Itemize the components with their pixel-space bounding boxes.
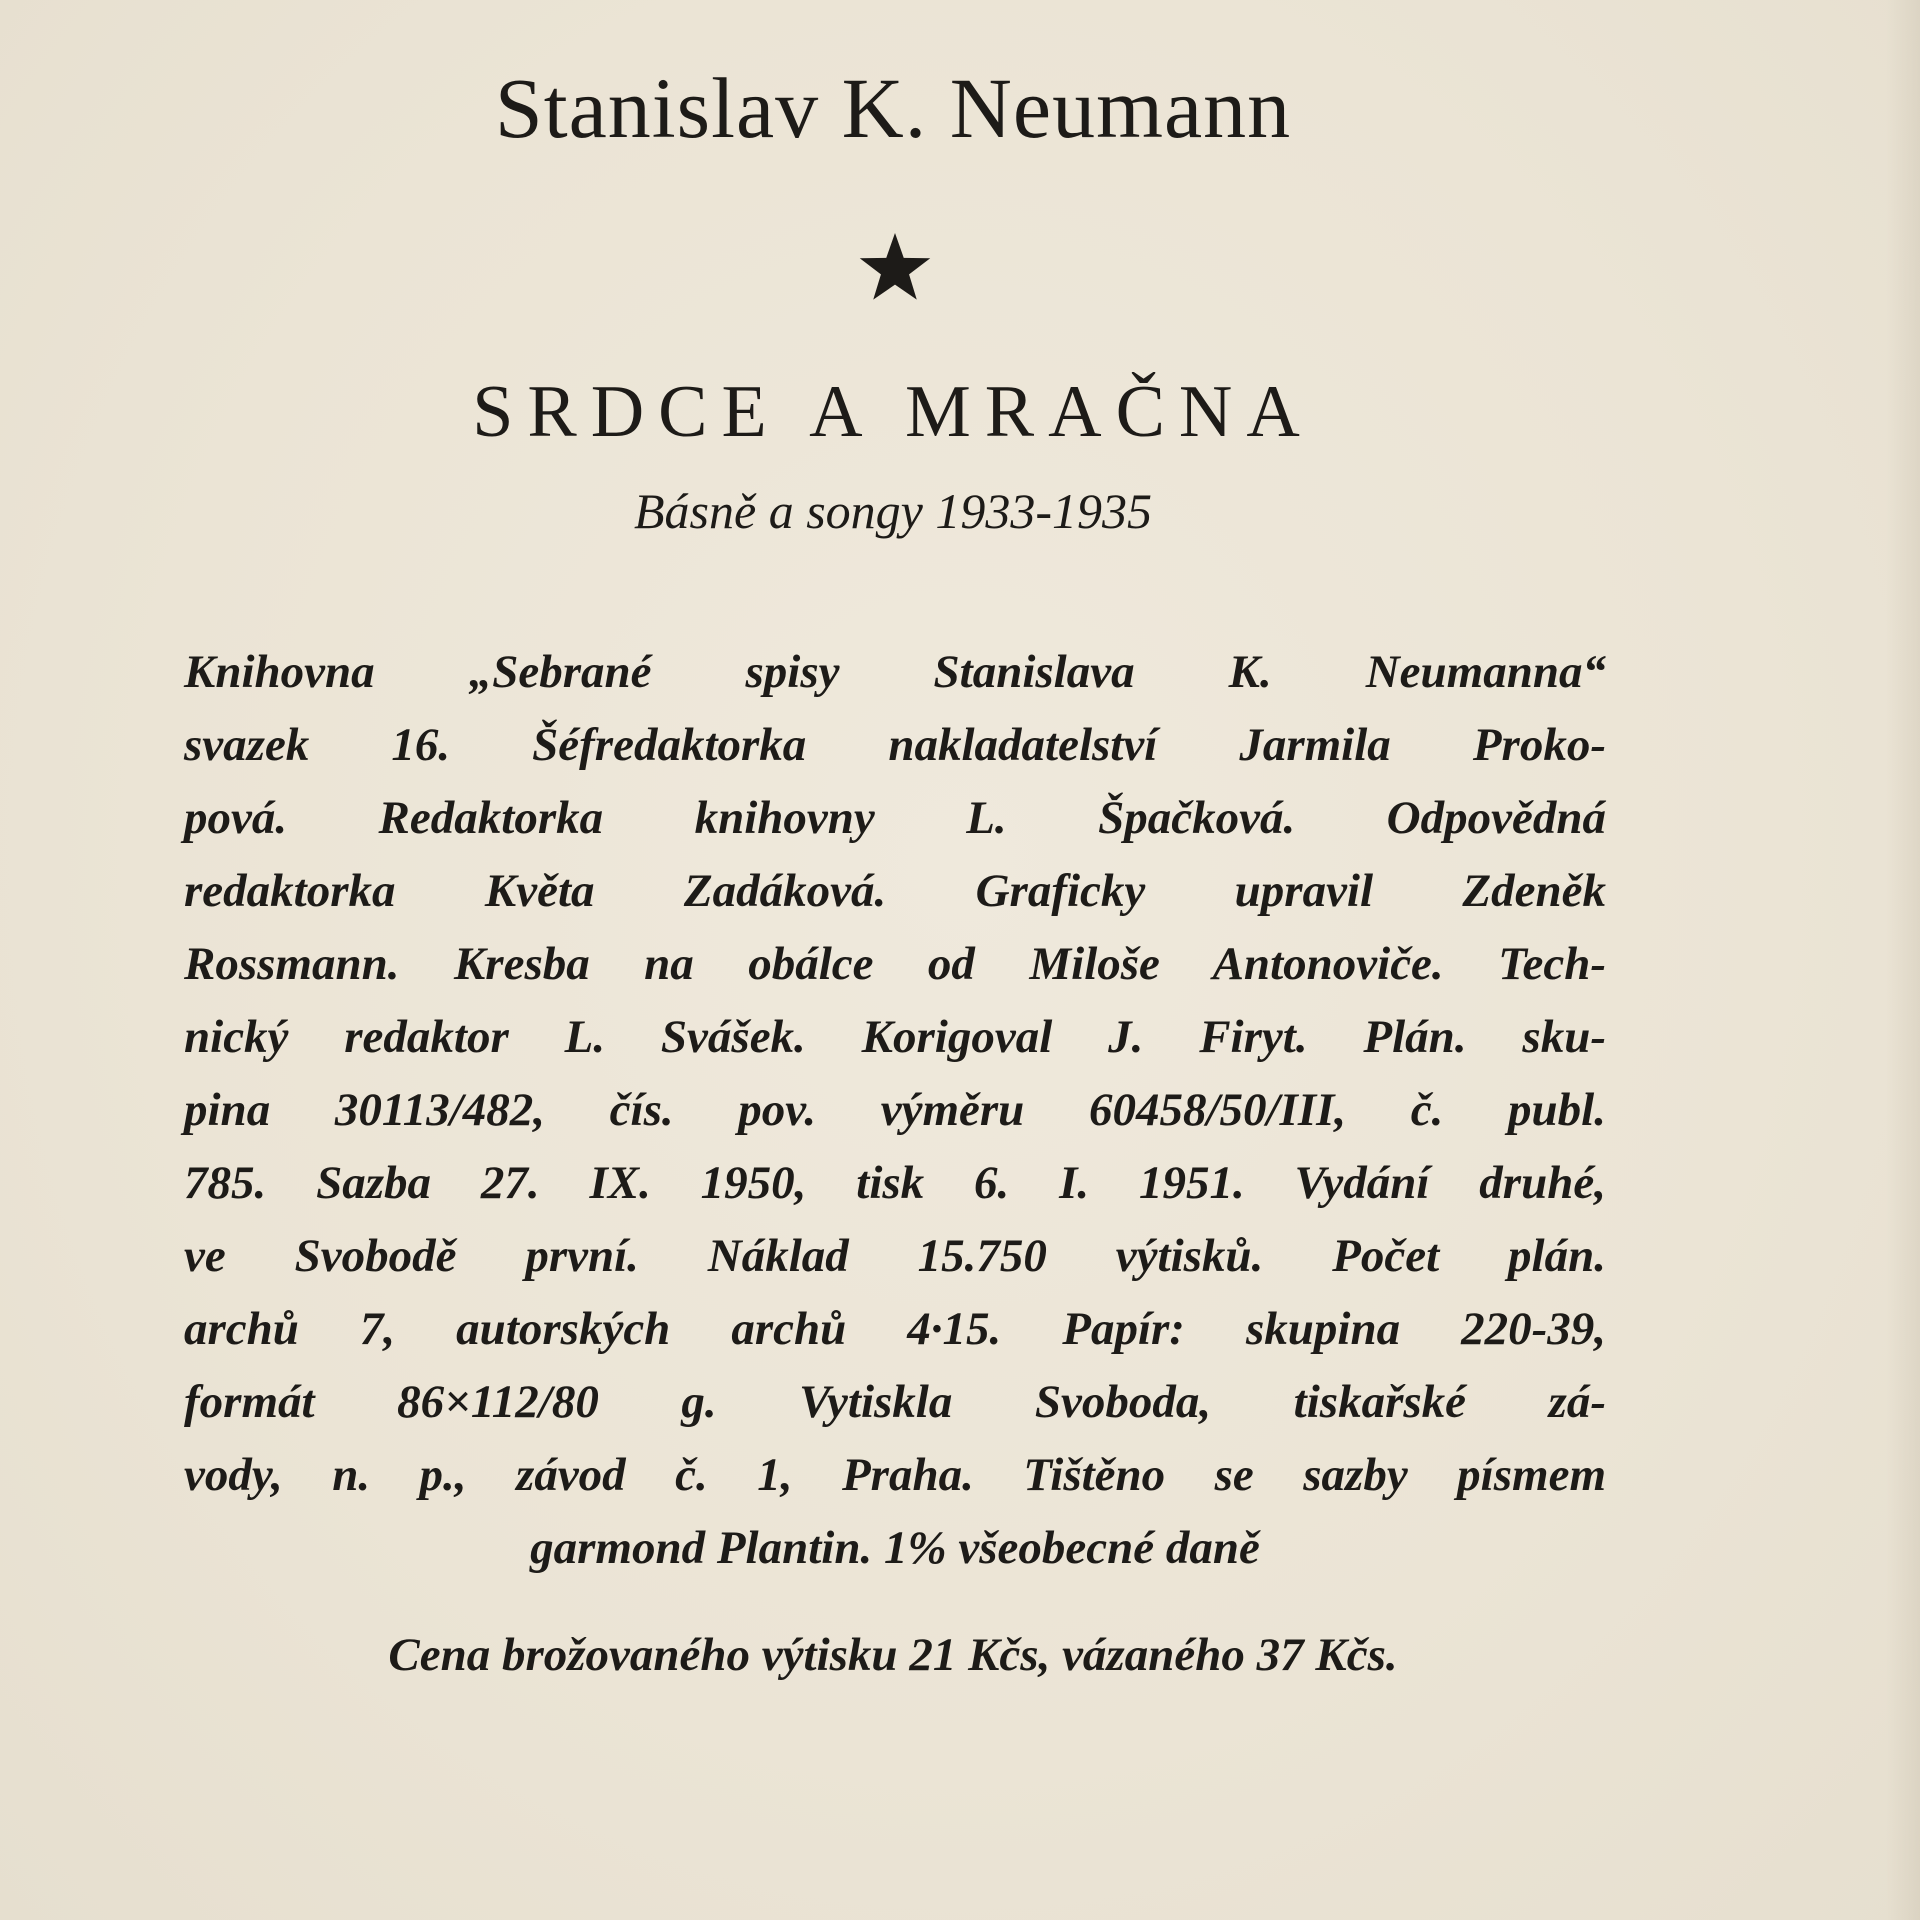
star-icon	[858, 230, 932, 304]
colophon-line: archů 7, autorských archů 4·15. Papír: skupina 220-39,	[184, 1303, 1606, 1355]
author-name: Stanislav K. Neumann	[494, 60, 1292, 156]
colophon-line: ve Svobodě první. Náklad 15.750 výtisků. Počet plán.	[184, 1230, 1606, 1282]
colophon-line: Rossmann. Kresba na obálce od Miloše Antonoviče. Tech-	[184, 938, 1606, 990]
colophon-line: Knihovna „Sebrané spisy Stanislava K. Neumanna“	[184, 646, 1606, 698]
colophon-line: redaktorka Květa Zadáková. Graficky upravil Zdeněk	[184, 865, 1606, 917]
colophon-line: nický redaktor L. Svášek. Korigoval J. Firyt. Plán. sku-	[184, 1011, 1606, 1063]
page-edge-shadow	[1886, 0, 1920, 1920]
colophon-line: garmond Plantin. 1% všeobecné daně	[530, 1522, 1260, 1574]
colophon-line: pina 30113/482, čís. pov. výměru 60458/50/III, č. publ.	[184, 1084, 1606, 1136]
colophon	[184, 636, 1606, 1585]
colophon-line: svazek 16. Šéfredaktorka nakladatelství Jarmila Proko-	[184, 719, 1606, 771]
book-subtitle: Básně a songy 1933-1935	[634, 483, 1152, 539]
colophon-line: 785. Sazba 27. IX. 1950, tisk 6. I. 1951. Vydání druhé,	[184, 1157, 1606, 1209]
book-title: SRDCE A MRAČNA	[472, 371, 1314, 453]
colophon-line: vody, n. p., závod č. 1, Praha. Tištěno se sazby písmem	[184, 1449, 1606, 1501]
colophon-line: pová. Redaktorka knihovny L. Špačková. Odpovědná	[184, 792, 1606, 844]
price-line: Cena brožovaného výtisku 21 Kčs, vázaného 37 Kčs.	[388, 1629, 1398, 1681]
colophon-line: formát 86×112/80 g. Vytiskla Svoboda, tiskařské zá-	[184, 1376, 1606, 1428]
